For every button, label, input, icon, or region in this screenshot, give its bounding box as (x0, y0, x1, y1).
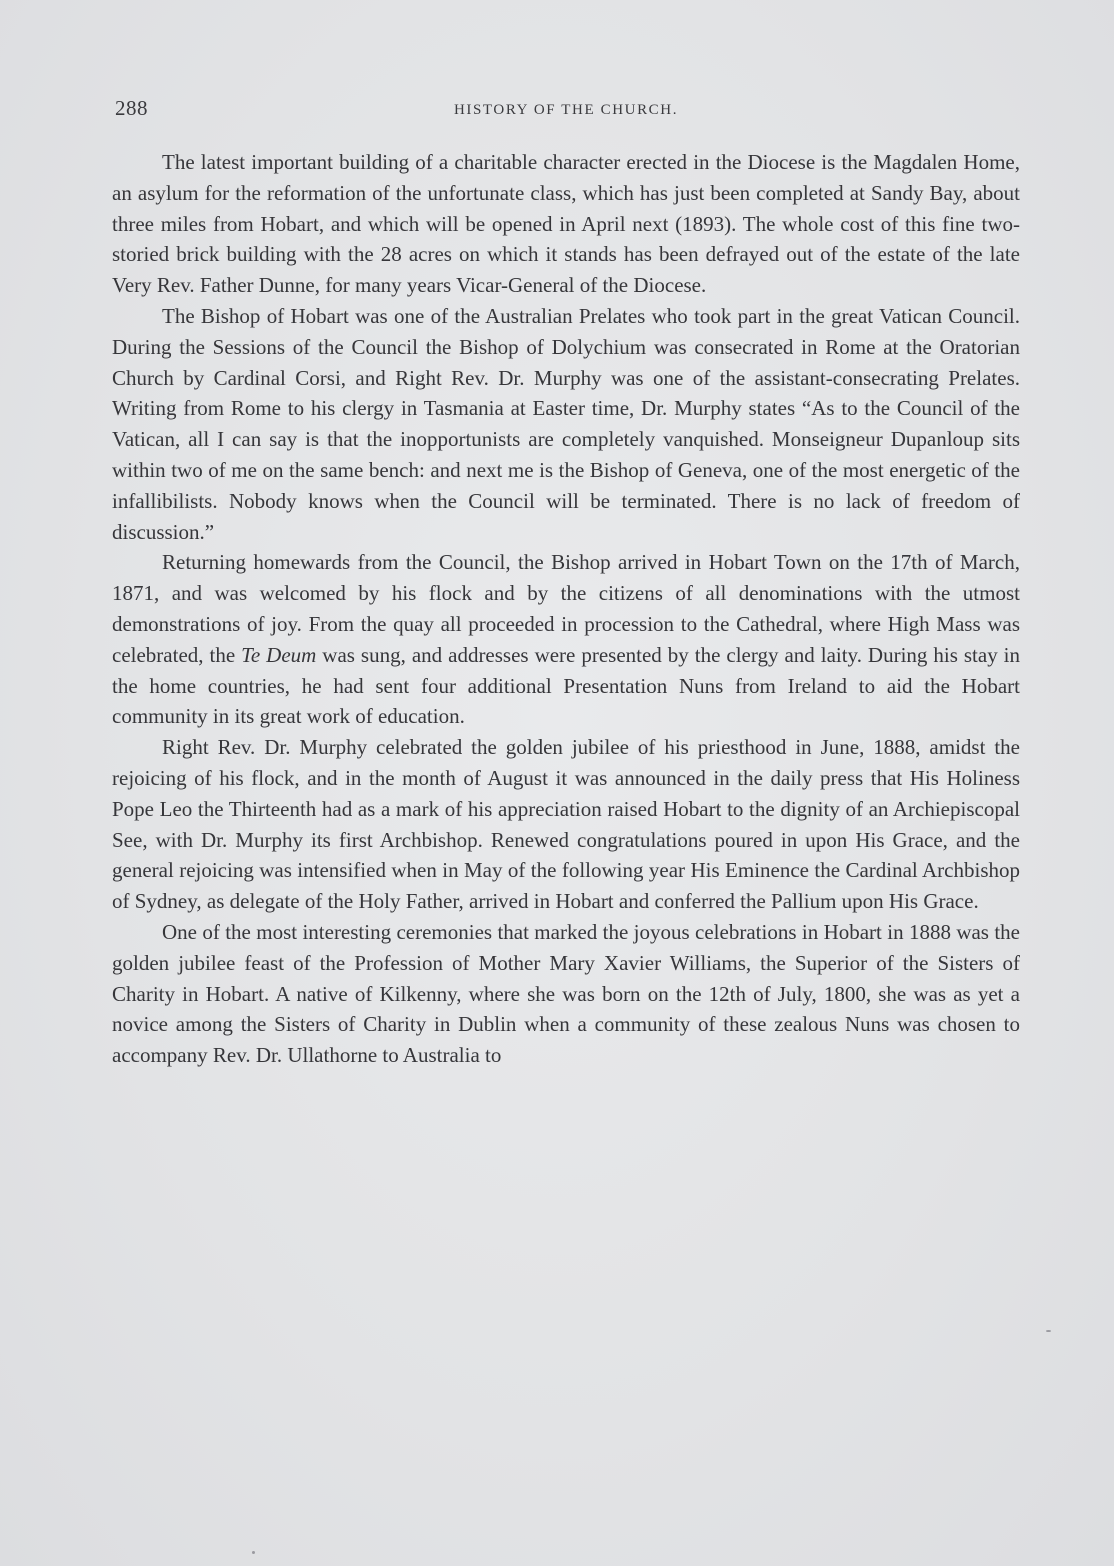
paragraph-magdalen-home: The latest important building of a charitable character erected in the Diocese is the Magdalen Home, an asylum for the reformation of the unfortunate class, which has just been completed at Sandy Bay, about three miles from Hobart, and which will be opened in April next (1893). The whole cost of this fine two-storied brick building with the 28 acres on which it stands has been defrayed out of the estate of the late Very Rev. Father Dunne, for many years Vicar-General of the Diocese. (112, 150, 1020, 298)
paper-speck (1046, 1330, 1051, 1332)
paper-speck (252, 1551, 255, 1554)
paragraph-return-text-after: was sung, and addresses were presented by the clergy and laity. During his stay in the home countries, he had sent four additional Presentation Nuns from Ireland to aid the Hobart community in its great work of education. (112, 642, 1021, 729)
paragraph-return-text-before: Returning homewards from the Council, the Bishop arrived in Hobart Town on the 17th of March, 1871, and was welcomed by his flock and by the citizens of all denominations with the utmost demonstrations of joy. From the quay all proceeded in procession to the Cathedral, where High Mass was celebrated, the (112, 550, 1020, 667)
paragraph-return-to-hobart (112, 547, 1020, 732)
body-text (112, 147, 1020, 1071)
paragraph-mother-mary-xavier: One of the most interesting ceremonies that marked the joyous celebrations in Hobart in 1888 was the golden jubilee feast of the Profession of Mother Mary Xavier Williams, the Superior of the Sisters of Charity in Hobart. A native of Kilkenny, where she was born on the 12th of July, 1800, she was as yet a novice among the Sisters of Charity in Dublin when a community of these zealous Nuns was chosen to accompany Rev. Dr. Ullathorne to Australia to (112, 919, 1020, 1068)
running-head: HISTORY OF THE CHURCH. (453, 102, 679, 118)
te-deum-italic: Te Deum (241, 642, 317, 667)
page-number: 288 (115, 96, 148, 120)
page-header (112, 96, 1020, 126)
paragraph-golden-jubilee: Right Rev. Dr. Murphy celebrated the golden jubilee of his priesthood in June, 1888, amidst the rejoicing of his flock, and in the month of August it was announced in the daily press that His Holiness Pope Leo the Thirteenth had as a mark of his appreciation raised Hobart to the dignity of an Archiepiscopal See, with Dr. Murphy its first Archbishop. Renewed congratulations poured in upon His Grace, and the general rejoicing was intensified when in May of the following year His Eminence the Cardinal Archbishop of Sydney, as delegate of the Holy Father, arrived in Hobart and conferred the Pallium upon His Grace. (112, 735, 1020, 914)
paragraph-vatican-council: The Bishop of Hobart was one of the Australian Prelates who took part in the great Vatican Council. During the Sessions of the Council the Bishop of Dolychium was consecrated in Rome at the Oratorian Church by Cardinal Corsi, and Right Rev. Dr. Murphy was one of the assistant-consecrating Prelates. Writing from Rome to his clergy in Tasmania at Easter time, Dr. Murphy states “As to the Council of the Vatican, all I can say is that the inopportunists are completely vanquished. Monseigneur Dupanloup sits within two of me on the same bench: and next me is the Bishop of Geneva, one of the most energetic of the infallibilists. Nobody knows when the Council will be terminated. There is no lack of freedom of discussion.” (112, 303, 1020, 544)
